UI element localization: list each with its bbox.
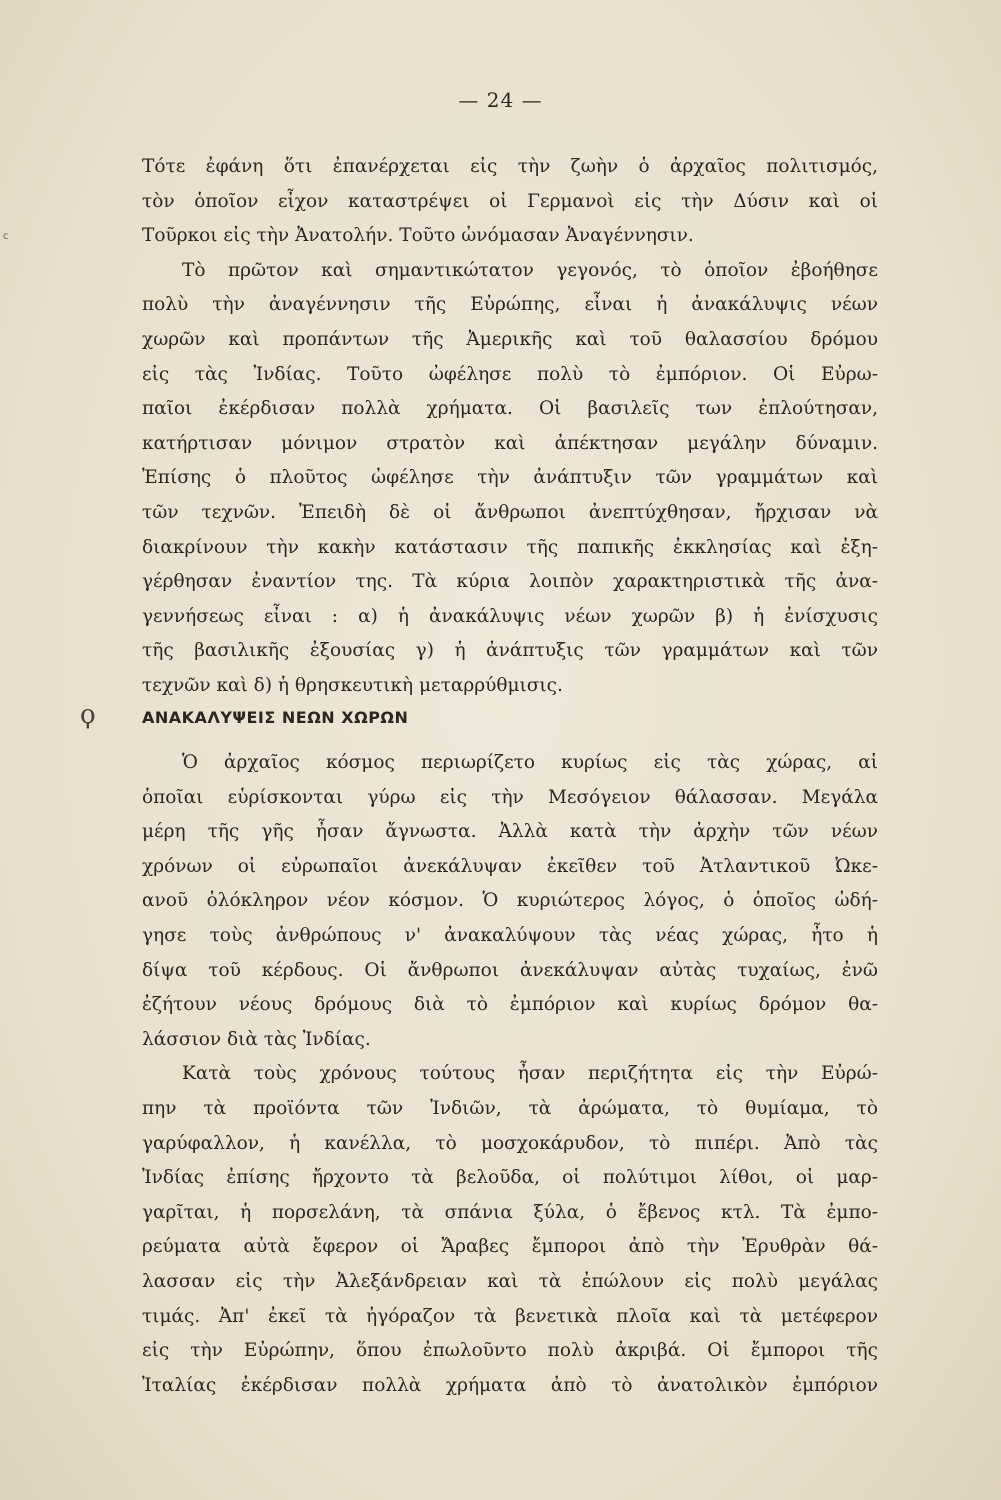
text-line: γησε τοὺς ἀνθρώπους ν' ἀνακαλύψουν τὰς νέας χώρας, ἦτο ἡ (142, 924, 878, 946)
text-line: Ἰταλίας ἐκέρδισαν πολλὰ χρήματα ἀπὸ τὸ ἀνατολικὸν ἐμπόριον (142, 1374, 878, 1396)
text-line: Ἐπίσης ὁ πλοῦτος ὠφέλησε τὴν ἀνάπτυξιν τῶν γραμμάτων καὶ (142, 467, 878, 489)
text-line: δίψα τοῦ κέρδους. Οἱ ἄνθρωποι ἀνεκάλυψαν αὐτὰς τυχαίως, ἐνῶ (142, 959, 878, 981)
page-number: — 24 — (458, 88, 543, 112)
section-paragraphs (142, 746, 878, 1403)
text-line: πολὺ τὴν ἀναγέννησιν τῆς Εὐρώπης, εἶναι ἡ ἀνακάλυψις νέων (142, 294, 878, 316)
text-line: λασσαν εἰς τὴν Ἀλεξάνδρειαν καὶ τὰ ἐπώλουν εἰς πολὺ μεγάλας (142, 1270, 878, 1292)
text-line: ρεύματα αὐτὰ ἔφερον οἱ Ἄραβες ἔμποροι ἀπὸ τὴν Ἐρυθρὰν θά- (142, 1236, 878, 1258)
text-line: Τότε ἐφάνη ὅτι ἐπανέρχεται εἰς τὴν ζωὴν ὁ ἀρχαῖος πολιτισμός, (142, 156, 878, 177)
margin-handwritten-mark: ϙ (80, 700, 96, 730)
text-line: τῶν τεχνῶν. Ἐπειδὴ δὲ οἱ ἄνθρωποι ἀνεπτύχθησαν, ἤρχισαν νὰ (142, 501, 878, 523)
text-line: τὸν ὁποῖον εἶχον καταστρέψει οἱ Γερμανοὶ εἰς τὴν Δύσιν καὶ οἱ (142, 190, 878, 212)
section-heading: ΑΝΑΚΑΛΥΨΕΙΣ ΝΕΩΝ ΧΩΡΩΝ (142, 708, 409, 727)
text-line: τιμάς. Ἀπ' ἐκεῖ τὰ ἠγόραζον τὰ βενετικὰ πλοῖα καὶ τὰ μετέφερον (142, 1305, 878, 1327)
text-line: Τοῦρκοι εἰς τὴν Ἀνατολήν. Τοῦτο ὠνόμασαν Ἀναγέννησιν. (142, 225, 694, 247)
text-line: τῆς βασιλικῆς ἐξουσίας γ) ἡ ἀνάπτυξις τῶν γραμμάτων καὶ τῶν (142, 640, 878, 662)
margin-tick-mark: c (3, 231, 9, 242)
text-line: ἐζήτουν νέους δρόμους διὰ τὸ ἐμπόριον καὶ κυρίως δρόμον θα- (142, 994, 878, 1016)
text-line: πην τὰ προϊόντα τῶν Ἰνδιῶν, τὰ ἀρώματα, τὸ θυμίαμα, τὸ (142, 1097, 878, 1119)
text-line: Ἰνδίας ἐπίσης ἤρχοντο τὰ βελοῦδα, οἱ πολύτιμοι λίθοι, οἱ μαρ- (142, 1167, 878, 1189)
text-line: Ὁ ἀρχαῖος κόσμος περιωρίζετο κυρίως εἰς τὰς χώρας, αἱ (182, 752, 878, 773)
intro-paragraphs (142, 150, 878, 704)
text-line: χρόνων οἱ εὐρωπαῖοι ἀνεκάλυψαν ἐκεῖθεν τοῦ Ἀτλαντικοῦ Ὠκε- (142, 855, 878, 877)
text-line: Τὸ πρῶτον καὶ σημαντικώτατον γεγονός, τὸ ὁποῖον ἐβοήθησε (182, 259, 878, 281)
text-line: γαρύφαλλον, ἡ κανέλλα, τὸ μοσχοκάρυδον, τὸ πιπέρι. Ἀπὸ τὰς (142, 1132, 878, 1154)
text-line: διακρίνουν τὴν κακὴν κατάστασιν τῆς παπικῆς ἐκκλησίας καὶ ἐξη- (142, 536, 878, 558)
text-line: χωρῶν καὶ προπάντων τῆς Ἀμερικῆς καὶ τοῦ θαλασσίου δρόμου (142, 328, 878, 350)
text-line: λάσσιον διὰ τὰς Ἰνδίας. (142, 1028, 371, 1050)
text-line: ὁποῖαι εὑρίσκονται γύρω εἰς τὴν Μεσόγειον θάλασσαν. Μεγάλα (142, 786, 878, 808)
text-line: παῖοι ἐκέρδισαν πολλὰ χρήματα. Οἱ βασιλεῖς των ἐπλούτησαν, (142, 398, 878, 420)
text-line: γέρθησαν ἐναντίον της. Τὰ κύρια λοιπὸν χαρακτηριστικὰ τῆς ἀνα- (142, 571, 878, 593)
text-line: ανοῦ ὁλόκληρον νέον κόσμον. Ὁ κυριώτερος λόγος, ὁ ὁποῖος ὡδή- (142, 890, 878, 912)
text-line: Κατὰ τοὺς χρόνους τούτους ἦσαν περιζήτητα εἰς τὴν Εὐρώ- (182, 1063, 878, 1085)
text-line: γαρῖται, ἡ πορσελάνη, τὰ σπάνια ξύλα, ὁ ἔβενος κτλ. Τὰ ἐμπο- (142, 1201, 878, 1223)
text-line: κατήρτισαν μόνιμον στρατὸν καὶ ἀπέκτησαν μεγάλην δύναμιν. (142, 432, 878, 454)
text-line: εἰς τὴν Εὐρώπην, ὅπου ἐπωλοῦντο πολὺ ἀκριβά. Οἱ ἔμποροι τῆς (142, 1340, 878, 1362)
text-line: μέρη τῆς γῆς ἦσαν ἄγνωστα. Ἀλλὰ κατὰ τὴν ἀρχὴν τῶν νέων (142, 821, 878, 843)
text-line: εἰς τὰς Ἰνδίας. Τοῦτο ὠφέλησε πολὺ τὸ ἐμπόριον. Οἱ Εὐρω- (142, 363, 878, 385)
text-line: τεχνῶν καὶ δ) ἡ θρησκευτικὴ μεταρρύθμισις. (142, 674, 563, 696)
text-line: γεννήσεως εἶναι : α) ἡ ἀνακάλυψις νέων χωρῶν β) ἡ ἐνίσχυσις (142, 605, 878, 627)
